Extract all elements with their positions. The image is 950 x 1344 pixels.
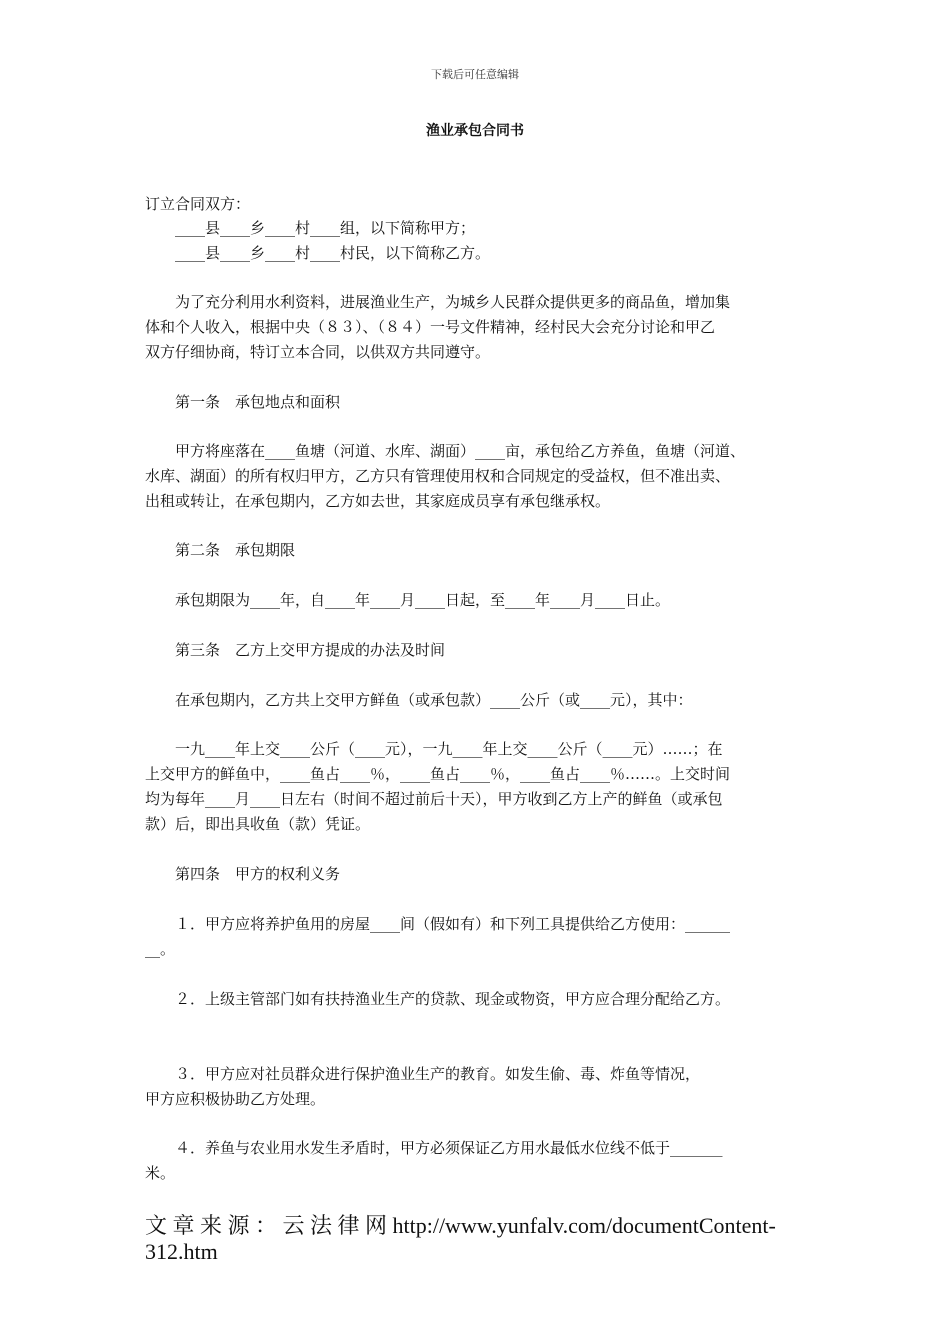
article-3-line: 一九____年上交____公斤（____元），一九____年上交____公斤（____元）……；在 bbox=[145, 740, 723, 758]
source-line: 312.htm bbox=[145, 1239, 218, 1264]
article-1-line: 水库、湖面）的所有权归甲方，乙方只有管理使用权和合同规定的受益权，但不准出卖、 bbox=[145, 467, 731, 485]
article-heading: 第四条 甲方的权利义务 bbox=[145, 865, 341, 883]
article-3-line: 款）后，即出具收鱼（款）凭证。 bbox=[145, 815, 371, 833]
source-line: 文 章 来 源 ： 云 法 律 网 http://www.yunfalv.com/documentContent- bbox=[145, 1213, 776, 1238]
article-heading: 第一条 承包地点和面积 bbox=[145, 393, 341, 411]
article-3-line: 上交甲方的鲜鱼中，____鱼占____％，____鱼占____％，____鱼占____％……。上交时间 bbox=[145, 765, 731, 783]
article-heading: 第二条 承包期限 bbox=[145, 541, 296, 559]
article-1-line: 甲方将座落在____鱼塘（河道、水库、湖面）____亩，承包给乙方养鱼，鱼塘（河道、 bbox=[145, 442, 746, 460]
article-4-item: 甲方应积极协助乙方处理。 bbox=[145, 1090, 326, 1108]
article-4-item: 米。 bbox=[145, 1164, 176, 1182]
preamble-line: 为了充分利用水利资料，进展渔业生产，为城乡人民群众提供更多的商品鱼，增加集 bbox=[145, 293, 731, 311]
header-note: 下载后可任意编辑 bbox=[431, 68, 519, 81]
document-title: 渔业承包合同书 bbox=[426, 123, 524, 139]
article-4-item: ２．上级主管部门如有扶持渔业生产的贷款、现金或物资，甲方应合理分配给乙方。 bbox=[145, 990, 731, 1008]
article-2-line: 承包期限为____年，自____年____月____日起，至____年____月____日止。 bbox=[145, 591, 671, 609]
party-a-line: ____县____乡____村____组，以下简称甲方； bbox=[145, 219, 476, 237]
article-4-item: ３．甲方应对社员群众进行保护渔业生产的教育。如发生偷、毒、炸鱼等情况， bbox=[145, 1065, 701, 1083]
article-3-line: 均为每年____月____日左右（时间不超过前后十天），甲方收到乙方上产的鲜鱼（或承包 bbox=[145, 790, 723, 808]
article-4-item: __。 bbox=[145, 940, 176, 958]
party-b-line: ____县____乡____村____村民，以下简称乙方。 bbox=[145, 244, 491, 262]
article-3-line: 在承包期内，乙方共上交甲方鲜鱼（或承包款）____公斤（或____元），其中： bbox=[145, 691, 693, 709]
article-4-item: ４．养鱼与农业用水发生矛盾时，甲方必须保证乙方用水最低水位线不低于_______ bbox=[145, 1139, 723, 1157]
article-heading: 第三条 乙方上交甲方提成的办法及时间 bbox=[145, 641, 446, 659]
preamble-line: 体和个人收入，根据中央（８３）、（８４）一号文件精神，经村民大会充分讨论和甲乙 bbox=[145, 318, 716, 336]
article-1-line: 出租或转让，在承包期内，乙方如去世，其家庭成员享有承包继承权。 bbox=[145, 492, 611, 510]
parties-heading: 订立合同双方： bbox=[145, 195, 251, 213]
article-4-item: １．甲方应将养护鱼用的房屋____间（假如有）和下列工具提供给乙方使用：______ bbox=[145, 915, 731, 933]
preamble-line: 双方仔细协商，特订立本合同，以供双方共同遵守。 bbox=[145, 343, 491, 361]
